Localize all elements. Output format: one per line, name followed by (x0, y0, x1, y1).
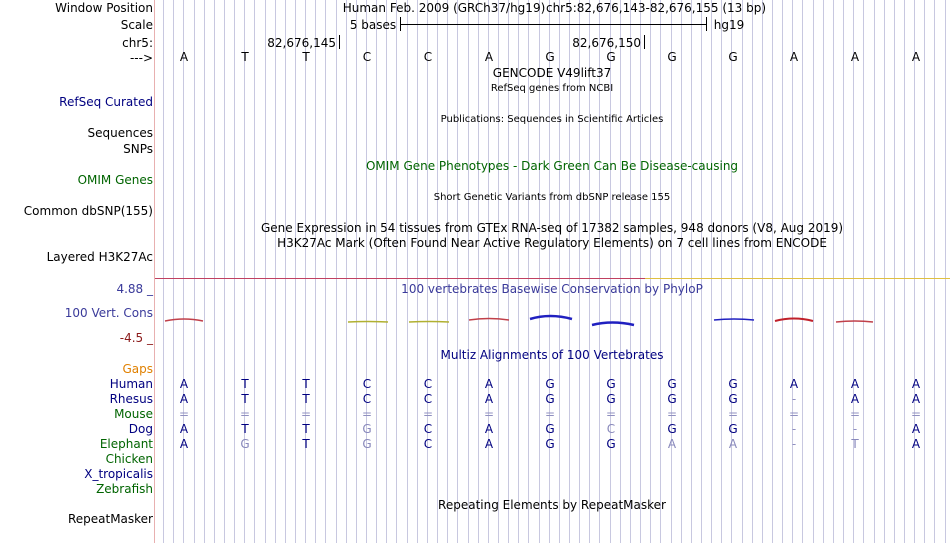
cons-mark-3 (409, 322, 449, 323)
gtex-track-title[interactable]: Gene Expression in 54 tissues from GTEx RNA-seq of 17382 samples, 948 donors (V8, Aug 2019) (260, 221, 844, 235)
alignment-base: G (667, 392, 677, 406)
publications-track-title[interactable]: Publications: Sequences in Scientific Articles (440, 114, 664, 125)
window-position-text: chr5:82,676,143-82,676,155 (13 bp) (545, 1, 767, 15)
alignment-base: A (911, 377, 921, 391)
base-letter: A (484, 50, 494, 64)
alignment-base: A (179, 392, 189, 406)
omim-track-title[interactable]: OMIM Gene Phenotypes - Dark Green Can Be Disease-causing (365, 159, 739, 173)
alignment-base: = (849, 407, 861, 421)
base-letter: G (728, 50, 738, 64)
coord-label-2: 82,676,150 (572, 36, 641, 50)
alignment-base: G (240, 437, 250, 451)
alignment-base: A (911, 392, 921, 406)
species-label-dog[interactable]: Dog (128, 422, 153, 436)
species-label-x_tropicalis[interactable]: X_tropicalis (84, 467, 153, 481)
repeatmasker-track-title[interactable]: Repeating Elements by RepeatMasker (438, 498, 666, 512)
base-letter: A (789, 50, 799, 64)
alignment-base: A (484, 422, 494, 436)
alignment-base: = (605, 407, 617, 421)
alignment-base: = (178, 407, 190, 421)
gencode-track-title[interactable]: GENCODE V49lift37 (492, 66, 612, 80)
scale-label: Scale (120, 18, 153, 32)
alignment-base: A (789, 377, 799, 391)
alignment-base: G (606, 377, 616, 391)
cons-mark-1 (165, 319, 203, 321)
cons-max-value: 4.88 _ (116, 282, 153, 296)
species-label-elephant[interactable]: Elephant (99, 437, 153, 451)
alignment-base: T (241, 392, 249, 406)
cons-mark-4 (469, 319, 509, 321)
cons-min-value: -4.5 _ (119, 331, 153, 345)
alignment-base: A (484, 392, 494, 406)
scale-bases-text: 5 bases (349, 18, 397, 32)
alignment-base: - (791, 392, 797, 406)
alignment-base: T (302, 422, 310, 436)
alignment-base: C (362, 392, 372, 406)
alignment-base: G (667, 422, 677, 436)
alignment-base: A (911, 437, 921, 451)
alignment-base: G (728, 422, 738, 436)
alignment-base: G (606, 392, 616, 406)
repeatmasker-label[interactable]: RepeatMasker (67, 512, 153, 526)
scale-db-text: hg19 (713, 18, 745, 32)
sequences-label[interactable]: Sequences (87, 126, 153, 140)
alignment-base: C (423, 377, 433, 391)
species-label-mouse[interactable]: Mouse (114, 407, 153, 421)
alignment-base: T (241, 422, 249, 436)
alignment-base: - (791, 422, 797, 436)
snps-label[interactable]: SNPs (123, 142, 153, 156)
alignment-base: G (728, 392, 738, 406)
alignment-base: A (850, 392, 860, 406)
alignment-base: A (728, 437, 738, 451)
alignment-base: A (850, 377, 860, 391)
alignment-base: T (241, 377, 249, 391)
species-label-chicken[interactable]: Chicken (105, 452, 153, 466)
alignment-base: = (788, 407, 800, 421)
alignment-base: G (545, 437, 555, 451)
alignment-base: T (302, 392, 310, 406)
alignment-base: - (852, 422, 858, 436)
coord-label-1: 82,676,145 (267, 36, 336, 50)
multiz-track-title[interactable]: Multiz Alignments of 100 Vertebrates (440, 348, 664, 362)
alignment-base: = (727, 407, 739, 421)
alignment-base: G (545, 422, 555, 436)
alignment-base: = (300, 407, 312, 421)
base-letter: G (667, 50, 677, 64)
alignment-base: = (239, 407, 251, 421)
alignment-base: G (728, 377, 738, 391)
refseq-track-title[interactable]: RefSeq genes from NCBI (490, 83, 614, 94)
base-letter: T (241, 50, 249, 64)
alignment-base: = (910, 407, 922, 421)
alignment-base: C (362, 377, 372, 391)
cons-mark-7 (714, 319, 754, 320)
cons-mark-5 (530, 316, 572, 319)
alignment-base: G (362, 422, 372, 436)
alignment-base: A (179, 437, 189, 451)
cons-mark-6 (592, 323, 634, 326)
alignment-base: T (302, 377, 310, 391)
omim-genes-label[interactable]: OMIM Genes (77, 173, 153, 187)
phylop-track-title[interactable]: 100 vertebrates Basewise Conservation by PhyloP (401, 282, 703, 296)
alignment-base: A (179, 377, 189, 391)
layered-h3k27ac-label[interactable]: Layered H3K27Ac (46, 250, 153, 264)
alignment-base: G (606, 437, 616, 451)
alignment-base: C (423, 437, 433, 451)
alignment-base: G (667, 377, 677, 391)
alignment-base: T (302, 437, 310, 451)
dbsnp-track-title[interactable]: Short Genetic Variants from dbSNP release 155 (433, 192, 671, 203)
species-label-human[interactable]: Human (109, 377, 153, 391)
alignment-base: T (851, 437, 859, 451)
vert-cons-label[interactable]: 100 Vert. Cons (64, 306, 153, 320)
alignment-base: A (484, 437, 494, 451)
alignment-base: = (483, 407, 495, 421)
cons-mark-9 (836, 321, 873, 322)
alignment-base: C (606, 422, 616, 436)
alignment-base: = (422, 407, 434, 421)
base-letter: C (423, 50, 433, 64)
base-letter: A (911, 50, 921, 64)
cons-mark-8 (775, 319, 813, 322)
base-letter: G (606, 50, 616, 64)
species-label-rhesus[interactable]: Rhesus (109, 392, 153, 406)
window-position-label: Window Position (55, 1, 153, 15)
species-label-zebrafish[interactable]: Zebrafish (96, 482, 153, 496)
alignment-base: A (484, 377, 494, 391)
alignment-base: C (423, 422, 433, 436)
alignment-base: A (179, 422, 189, 436)
gaps-label[interactable]: Gaps (122, 362, 153, 376)
alignment-base: A (667, 437, 677, 451)
alignment-base: G (545, 377, 555, 391)
alignment-base: C (423, 392, 433, 406)
strand-label: ---> (129, 51, 153, 65)
alignment-base: = (361, 407, 373, 421)
alignment-base: A (911, 422, 921, 436)
chrom-label: chr5: (122, 36, 153, 50)
base-letter: T (302, 50, 310, 64)
common-dbsnp-label[interactable]: Common dbSNP(155) (23, 204, 153, 218)
h3k27ac-track-title[interactable]: H3K27Ac Mark (Often Found Near Active Regulatory Elements) on 7 cell lines from ENCODE (277, 236, 827, 250)
alignment-base: G (362, 437, 372, 451)
alignment-base: - (791, 437, 797, 451)
assembly-title: Human Feb. 2009 (GRCh37/hg19) (342, 1, 546, 15)
refseq-curated-label[interactable]: RefSeq Curated (59, 95, 153, 109)
alignment-base: G (545, 392, 555, 406)
base-letter: C (362, 50, 372, 64)
base-letter: A (850, 50, 860, 64)
base-letter: A (179, 50, 189, 64)
base-letter: G (545, 50, 555, 64)
alignment-base: = (666, 407, 678, 421)
alignment-base: = (544, 407, 556, 421)
cons-mark-2 (348, 322, 388, 323)
